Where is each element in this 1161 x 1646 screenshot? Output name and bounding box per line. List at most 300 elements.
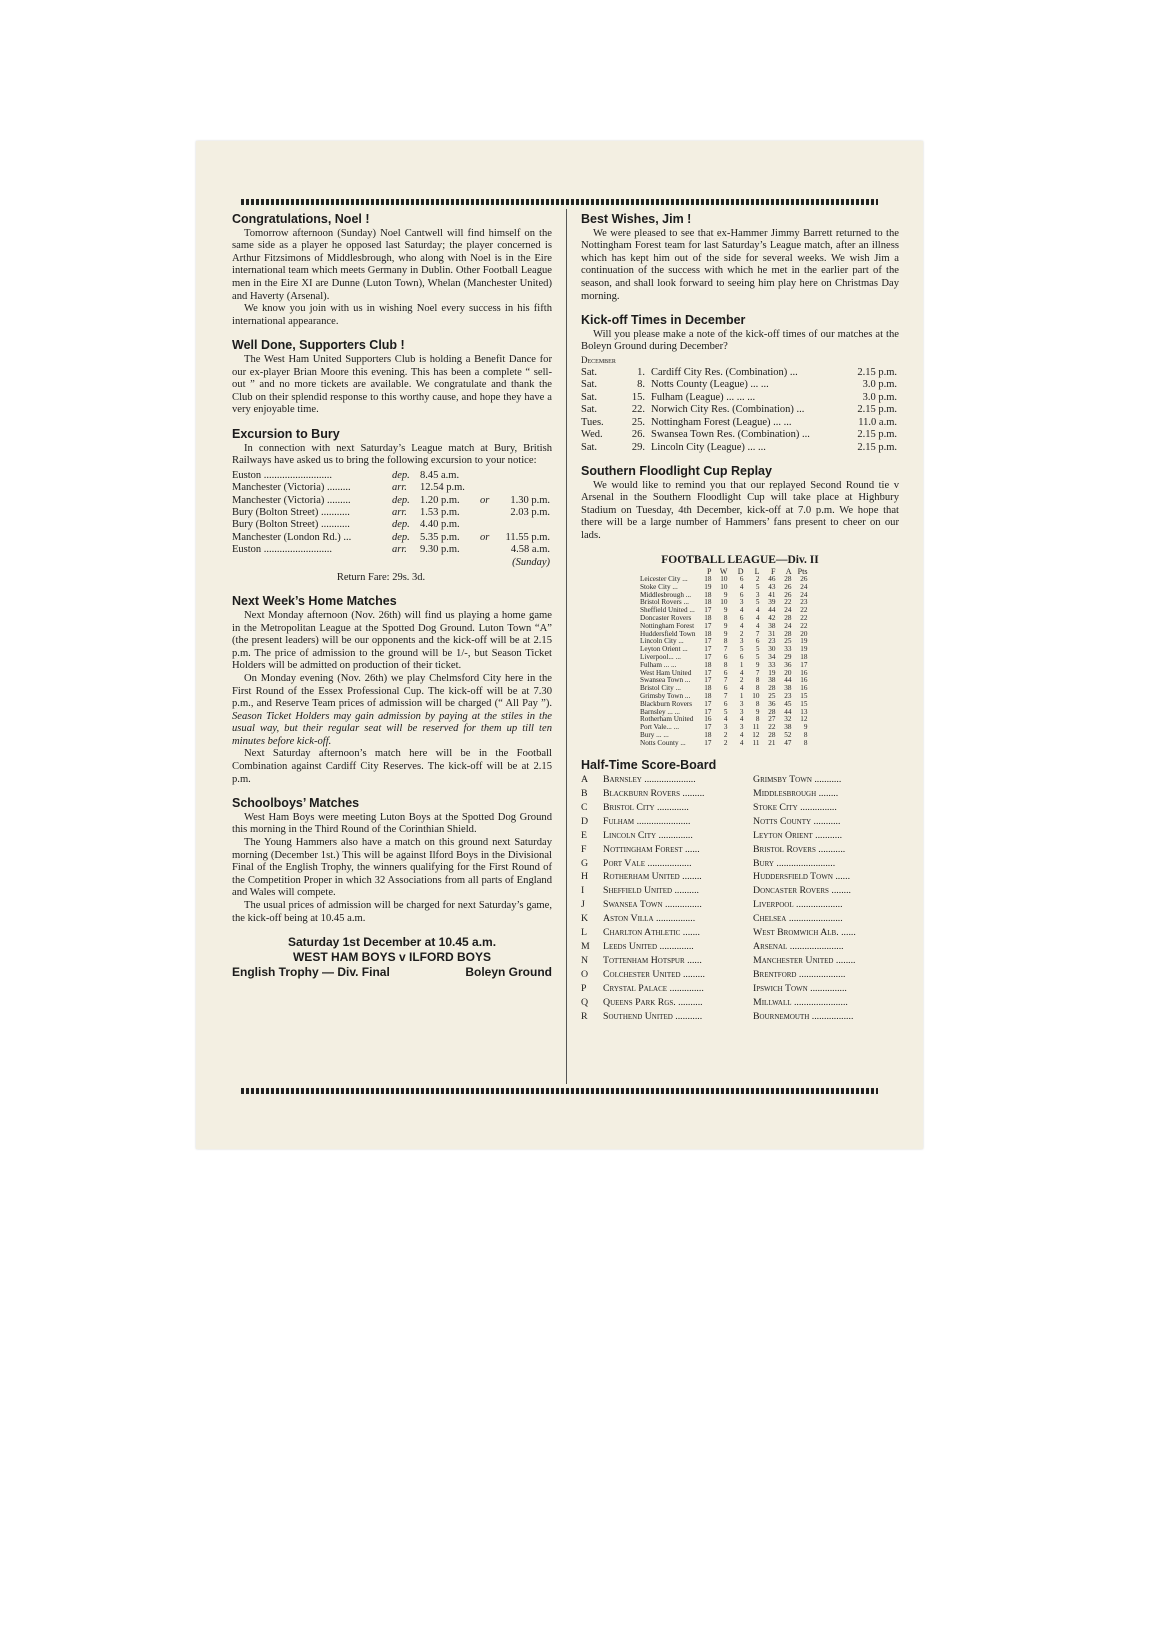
league-stat: 28 xyxy=(768,707,776,716)
scoreboard-away-team: Notts County ........... xyxy=(753,815,841,827)
league-stat: 6 xyxy=(723,668,728,677)
banner-venue: Boleyn Ground xyxy=(465,965,552,980)
league-stat: 38 xyxy=(768,676,776,685)
league-team: Sheffield United ... xyxy=(640,606,695,615)
tt-dir: arr. xyxy=(392,544,407,556)
league-stat: 18 xyxy=(704,684,712,693)
league-stat: 19 xyxy=(768,668,776,677)
league-stat: 7 xyxy=(723,645,728,654)
league-stat: 10 xyxy=(720,582,728,591)
league-stat: 5 xyxy=(755,645,760,654)
scoreboard-home-team: Lincoln City .............. xyxy=(603,829,693,841)
fx-time: 2.15 p.m. xyxy=(857,366,897,378)
league-stat: 28 xyxy=(784,574,792,583)
tt-time: 5.35 p.m. xyxy=(420,531,460,543)
tt-place: Bury (Bolton Street) ........... xyxy=(232,519,350,531)
league-stat: 9 xyxy=(755,660,760,669)
banner-line xyxy=(232,965,552,980)
scoreboard-away-team: Middlesbrough ........ xyxy=(753,788,839,800)
tt-time: 1.53 p.m. xyxy=(420,506,460,518)
scoreboard-home-team: Fulham ...................... xyxy=(603,815,691,827)
tt-place: Manchester (Victoria) ......... xyxy=(232,482,351,494)
league-stat: 28 xyxy=(784,629,792,638)
league-stat: 17 xyxy=(704,738,712,747)
league-stat: 18 xyxy=(704,590,712,599)
league-stat: 18 xyxy=(800,652,808,661)
league-stat: 28 xyxy=(784,613,792,622)
scoreboard-away-team: Doncaster Rovers ........ xyxy=(753,885,851,897)
league-stat: 19 xyxy=(800,637,808,646)
scoreboard-home-team: Rotherham United ........ xyxy=(603,871,702,883)
paragraph: Next Saturday afternoon’s match here will be in the Football Combination against Cardiff City Reserves. The kick-off will be at 2.15 p.m. xyxy=(232,748,552,785)
league-stat: 36 xyxy=(768,699,776,708)
league-stat: 22 xyxy=(800,613,808,622)
top-dotted-rule xyxy=(241,199,878,205)
paragraph: The Young Hammers also have a match on this ground next Saturday morning (December 1st.) This will be against Ilford Boys in the Divisional Final of the English Trophy, the winners qualifying for the First Round of the Competition Proper in which 32 Associations from all parts of England and Wales will compete. xyxy=(232,837,552,899)
league-stat: 24 xyxy=(784,606,792,615)
tt-time: 1.20 p.m. xyxy=(420,494,460,506)
scoreboard-home-team: Leeds United .............. xyxy=(603,940,694,952)
tt-place: Euston .......................... xyxy=(232,469,333,481)
league-stat: 19 xyxy=(704,582,712,591)
league-stat: 6 xyxy=(739,574,744,583)
tt-dir: dep. xyxy=(392,519,410,531)
league-stat: 44 xyxy=(784,676,792,685)
train-timetable xyxy=(232,470,552,585)
scoreboard-away-team: Manchester United ........ xyxy=(753,954,856,966)
fx-date: 1. xyxy=(637,366,645,378)
fixture-list xyxy=(581,367,899,455)
league-stat: 29 xyxy=(784,652,792,661)
league-stat: 43 xyxy=(768,582,776,591)
league-stat: 12 xyxy=(752,730,760,739)
programme-page xyxy=(196,141,923,1149)
league-stat: 17 xyxy=(704,723,712,732)
banner-line: Saturday 1st December at 10.45 a.m. xyxy=(287,935,497,950)
league-stat: 19 xyxy=(800,645,808,654)
league-stat: 33 xyxy=(768,660,776,669)
league-stat: 4 xyxy=(739,668,744,677)
league-stat: 18 xyxy=(704,613,712,622)
tt-or: or xyxy=(480,531,490,543)
schoolboys-section xyxy=(232,797,552,980)
col-header: L xyxy=(754,567,760,577)
league-stat: 18 xyxy=(704,598,712,607)
scoreboard-letter: J xyxy=(581,899,585,911)
fx-day: Sat. xyxy=(581,404,598,416)
section-title: Schoolboys’ Matches xyxy=(232,796,360,811)
league-team: Bristol Rovers ... xyxy=(640,598,689,607)
scoreboard-home-team: Charlton Athletic ....... xyxy=(603,927,700,939)
league-stat: 18 xyxy=(704,730,712,739)
league-stat: 26 xyxy=(800,574,808,583)
scoreboard-away-team: Leyton Orient ........... xyxy=(753,829,843,841)
league-stat: 11 xyxy=(752,723,760,732)
league-stat: 6 xyxy=(755,637,760,646)
paragraph-text: On Monday evening (Nov. 26th) we play Chelmsford City here in the First Round of the Essex Professional Cup. The kick-off will be at 7.30 p.m., and Reserve Team prices of admission will be charged (“ All Pay ”). xyxy=(232,672,552,710)
scoreboard-letter: M xyxy=(581,940,590,952)
scoreboard-letter: G xyxy=(581,857,589,869)
league-team: West Ham United xyxy=(640,668,692,677)
league-stat: 17 xyxy=(704,668,712,677)
league-stat: 13 xyxy=(800,707,808,716)
league-team: Swansea Town ... xyxy=(640,676,691,685)
league-stat: 1 xyxy=(739,660,744,669)
col-header: A xyxy=(785,567,792,577)
league-stat: 1 xyxy=(739,691,744,700)
scoreboard-away-team: West Bromwich Alb. ...... xyxy=(753,927,856,939)
league-stat: 3 xyxy=(739,637,744,646)
fx-time: 3.0 p.m. xyxy=(862,379,897,391)
tt-time2: 1.30 p.m. xyxy=(510,494,550,506)
fx-match: Cardiff City Res. (Combination) ... xyxy=(651,366,798,378)
section-title: Half-Time Score-Board xyxy=(581,757,717,772)
scoreboard-home-team: Port Vale .................. xyxy=(603,857,692,869)
league-stat: 2 xyxy=(723,730,728,739)
kickoff-section xyxy=(581,314,899,454)
scoreboard-letter: F xyxy=(581,843,587,855)
tt-dir: dep. xyxy=(392,469,410,481)
league-stat: 18 xyxy=(704,629,712,638)
tt-time: 12.54 p.m. xyxy=(420,482,465,494)
league-table-section xyxy=(581,554,899,748)
paragraph: Tomorrow afternoon (Sunday) Noel Cantwell will find himself on the same side as a player he opposed last Saturday; the player concerned is Arthur Fitzsimons of Middlesbrough, who along with Noel is in the Eire international team which meets Germany in Dublin. Other Football League men in the Eire XI are Dunne (Luton Town), Whelan (Manchester United) and Haverty (Arsenal). xyxy=(232,227,552,302)
league-stat: 4 xyxy=(739,606,744,615)
league-stat: 42 xyxy=(768,613,776,622)
scoreboard-letter: L xyxy=(581,927,587,939)
tt-time2: 4.58 a.m. xyxy=(510,544,550,556)
tt-place: Manchester (London Rd.) ... xyxy=(232,531,352,543)
league-stat: 20 xyxy=(784,668,792,677)
league-team: Rotherham United xyxy=(640,715,694,724)
league-stat: 8 xyxy=(723,613,728,622)
league-stat: 44 xyxy=(784,707,792,716)
fx-match: Fulham (League) ... ... ... xyxy=(651,391,756,403)
league-stat: 24 xyxy=(800,582,808,591)
scoreboard-letter: C xyxy=(581,801,588,813)
league-stat: 22 xyxy=(800,606,808,615)
jim-section xyxy=(581,213,899,303)
league-stat: 3 xyxy=(739,598,744,607)
scoreboard-grid xyxy=(581,773,899,1023)
league-stat: 3 xyxy=(739,699,744,708)
league-stat: 5 xyxy=(755,652,760,661)
league-team: Barnsley ... ... xyxy=(640,707,680,716)
league-stat: 17 xyxy=(704,645,712,654)
league-stat: 8 xyxy=(723,637,728,646)
banner-competition: English Trophy — Div. Final xyxy=(232,965,390,980)
congrats-section xyxy=(232,213,552,328)
scoreboard-home-team: Blackburn Rovers ......... xyxy=(603,788,705,800)
league-stat: 2 xyxy=(755,574,760,583)
league-stat: 4 xyxy=(739,715,744,724)
league-stat: 36 xyxy=(784,660,792,669)
league-stat: 8 xyxy=(803,738,808,747)
paragraph xyxy=(232,673,552,749)
fx-time: 11.0 a.m. xyxy=(858,416,897,428)
league-team: Port Vale... ... xyxy=(640,723,679,732)
league-stat: 4 xyxy=(755,606,760,615)
league-stat: 4 xyxy=(739,684,744,693)
excursion-section xyxy=(232,428,552,584)
scoreboard-home-team: Bristol City ............. xyxy=(603,801,689,813)
scoreboard-section xyxy=(581,759,899,1024)
tt-or xyxy=(480,482,498,494)
fx-date: 15. xyxy=(631,391,645,403)
col-header: P xyxy=(707,567,712,577)
league-stat: 6 xyxy=(739,590,744,599)
league-stat: 3 xyxy=(739,707,744,716)
tt-or xyxy=(480,470,498,482)
league-team: Liverpool... ... xyxy=(640,652,681,661)
fx-date: 25. xyxy=(631,416,645,428)
league-stat: 8 xyxy=(755,699,760,708)
paragraph: The West Ham United Supporters Club is holding a Benefit Dance for our ex-player Brian Moore this evening. This has been a complete “ sell-out ” and no more tickets are available. We congratulate and thank the Club on their splendid response to this worthy cause, and hope they have a very enjoyable time. xyxy=(232,353,552,416)
scoreboard-away-team: Bury ........................ xyxy=(753,857,836,869)
section-title: Southern Floodlight Cup Replay xyxy=(581,464,772,479)
league-team: Blackburn Rovers xyxy=(640,699,693,708)
league-stat: 3 xyxy=(723,723,728,732)
col-header: W xyxy=(719,567,728,577)
paragraph-italic: Season Ticket Holders may gain admission by paying at the stiles in the usual way, but their regular seat will be reserved for them up till ten minutes before kick-off. xyxy=(232,710,552,747)
scoreboard-away-team: Millwall ...................... xyxy=(753,996,848,1008)
fx-time: 3.0 p.m. xyxy=(862,391,897,403)
league-stat: 7 xyxy=(723,691,728,700)
scoreboard-home-team: Tottenham Hotspur ...... xyxy=(603,954,702,966)
scoreboard-away-team: Arsenal ...................... xyxy=(753,940,844,952)
league-team: Bury ... ... xyxy=(640,730,669,739)
scoreboard-letter: B xyxy=(581,788,588,800)
tt-place: Bury (Bolton Street) ........... xyxy=(232,506,350,518)
tt-time: 4.40 p.m. xyxy=(420,519,460,531)
league-team: Doncaster Rovers xyxy=(640,613,692,622)
section-title: Next Week’s Home Matches xyxy=(232,594,397,609)
scoreboard-home-team: Swansea Town ............... xyxy=(603,899,702,911)
league-stat: 9 xyxy=(803,723,808,732)
league-stat: 11 xyxy=(752,738,760,747)
schoolboys-banner xyxy=(232,935,552,980)
banner-line: WEST HAM BOYS v ILFORD BOYS xyxy=(292,950,491,965)
league-stat: 16 xyxy=(800,668,808,677)
league-body xyxy=(639,576,808,748)
fx-date: 26. xyxy=(631,429,645,441)
league-stat: 6 xyxy=(723,699,728,708)
league-stat: 4 xyxy=(739,738,744,747)
scoreboard-away-team: Stoke City ............... xyxy=(753,801,837,813)
league-stat: 8 xyxy=(755,676,760,685)
league-stat: 9 xyxy=(755,707,760,716)
league-stat: 17 xyxy=(704,699,712,708)
return-fare: Return Fare: 29s. 3d. xyxy=(336,571,426,583)
league-stat: 9 xyxy=(723,590,728,599)
scoreboard-home-team: Crystal Palace .............. xyxy=(603,982,704,994)
tt-time: 8.45 a.m. xyxy=(420,469,460,481)
league-stat: 7 xyxy=(723,676,728,685)
league-stat: 7 xyxy=(755,668,760,677)
league-stat: 15 xyxy=(800,699,808,708)
scoreboard-away-team: Grimsby Town ........... xyxy=(753,774,842,786)
league-stat: 4 xyxy=(739,730,744,739)
scoreboard-away-team: Bournemouth ................. xyxy=(753,1010,854,1022)
tt-or xyxy=(480,544,498,556)
fx-day: Sat. xyxy=(581,379,598,391)
league-stat: 5 xyxy=(723,707,728,716)
league-table-title: FOOTBALL LEAGUE—Div. II xyxy=(661,553,819,566)
tt-place: Manchester (Victoria) ......... xyxy=(232,494,351,506)
scoreboard-away-team: Ipswich Town ............... xyxy=(753,982,847,994)
league-stat: 4 xyxy=(739,621,744,630)
fx-day: Tues. xyxy=(581,416,604,428)
league-stat: 34 xyxy=(768,652,776,661)
fx-time: 2.15 p.m. xyxy=(857,429,897,441)
league-stat: 33 xyxy=(784,645,792,654)
league-stat: 22 xyxy=(784,598,792,607)
fx-match: Notts County (League) ... ... xyxy=(651,379,769,391)
scoreboard-home-team: Sheffield United .......... xyxy=(603,885,699,897)
league-stat: 16 xyxy=(704,715,712,724)
league-stat: 18 xyxy=(704,574,712,583)
tt-time2 xyxy=(498,482,550,494)
scoreboard-letter: O xyxy=(581,968,589,980)
league-stat: 23 xyxy=(800,598,808,607)
scoreboard-letter: I xyxy=(581,885,585,897)
league-stat: 17 xyxy=(704,707,712,716)
fx-date: 8. xyxy=(637,379,645,391)
league-team: Huddersfield Town xyxy=(640,629,696,638)
fx-day: Sat. xyxy=(581,441,598,453)
league-stat: 10 xyxy=(720,574,728,583)
league-stat: 31 xyxy=(768,629,776,638)
league-stat: 12 xyxy=(800,715,808,724)
section-title: Kick-off Times in December xyxy=(581,313,746,328)
scoreboard-home-team: Nottingham Forest ...... xyxy=(603,843,700,855)
league-stat: 17 xyxy=(800,660,808,669)
league-stat: 9 xyxy=(723,606,728,615)
league-stat: 18 xyxy=(704,691,712,700)
league-stat: 28 xyxy=(768,730,776,739)
league-table xyxy=(639,568,808,747)
section-title: Excursion to Bury xyxy=(232,426,340,441)
scoreboard-letter: H xyxy=(581,871,589,883)
tt-dir: arr. xyxy=(392,482,407,494)
league-stat: 17 xyxy=(704,606,712,615)
tt-sunday: (Sunday) xyxy=(512,556,550,568)
league-stat: 46 xyxy=(768,574,776,583)
tt-place: Euston .......................... xyxy=(232,544,333,556)
tt-or xyxy=(480,507,498,519)
league-stat: 52 xyxy=(784,730,792,739)
league-stat: 32 xyxy=(784,715,792,724)
league-stat: 6 xyxy=(723,652,728,661)
scoreboard-home-team: Queens Park Rgs. .......... xyxy=(603,996,703,1008)
col-header: D xyxy=(737,567,744,577)
league-stat: 38 xyxy=(784,684,792,693)
league-stat: 24 xyxy=(784,621,792,630)
scoreboard-away-team: Huddersfield Town ...... xyxy=(753,871,851,883)
scoreboard-home-team: Southend United ........... xyxy=(603,1010,703,1022)
tt-dir: dep. xyxy=(392,494,410,506)
league-stat: 39 xyxy=(768,598,776,607)
league-stat: 2 xyxy=(739,629,744,638)
league-stat: 25 xyxy=(784,637,792,646)
scoreboard-away-team: Liverpool ................... xyxy=(753,899,843,911)
league-stat: 5 xyxy=(755,582,760,591)
right-column xyxy=(581,213,899,1034)
scoreboard-letter: R xyxy=(581,1010,588,1022)
league-stat: 4 xyxy=(755,613,760,622)
league-stat: 45 xyxy=(784,699,792,708)
league-stat: 16 xyxy=(800,684,808,693)
floodlight-section xyxy=(581,465,899,543)
league-stat: 21 xyxy=(768,738,776,747)
fx-match: Norwich City Res. (Combination) ... xyxy=(651,404,805,416)
league-stat: 6 xyxy=(723,684,728,693)
tt-time2 xyxy=(498,470,550,482)
league-stat: 9 xyxy=(723,629,728,638)
paragraph: We know you join with us in wishing Noel every success in his fifth international appearance. xyxy=(232,303,552,327)
league-stat: 3 xyxy=(755,590,760,599)
fx-date: 22. xyxy=(631,404,645,416)
league-team: Middlesbrough ... xyxy=(640,590,692,599)
league-team: Leicester City ... xyxy=(640,574,688,583)
scoreboard-letter: E xyxy=(581,829,587,841)
supporters-section xyxy=(232,339,552,417)
league-stat: 23 xyxy=(784,691,792,700)
fx-day: Sat. xyxy=(581,366,598,378)
league-stat: 30 xyxy=(768,645,776,654)
fx-date: 29. xyxy=(631,441,645,453)
league-stat: 47 xyxy=(784,738,792,747)
league-stat: 8 xyxy=(755,715,760,724)
scoreboard-letter: A xyxy=(581,774,589,786)
scoreboard-home-team: Barnsley ..................... xyxy=(603,774,696,786)
left-column xyxy=(232,213,552,991)
league-row xyxy=(639,740,808,748)
league-stat: 24 xyxy=(800,590,808,599)
league-stat: 22 xyxy=(800,621,808,630)
league-stat: 44 xyxy=(768,606,776,615)
league-stat: 22 xyxy=(768,723,776,732)
league-stat: 8 xyxy=(803,730,808,739)
league-team: Lincoln City ... xyxy=(640,637,684,646)
scoreboard-letter: N xyxy=(581,954,589,966)
scoreboard-away-team: Brentford ................... xyxy=(753,968,846,980)
league-stat: 17 xyxy=(704,637,712,646)
tt-time2: 2.03 p.m. xyxy=(510,506,550,518)
scoreboard-home-team: Aston Villa ................ xyxy=(603,913,696,925)
paragraph: Will you please make a note of the kick-off times of our matches at the Boleyn Ground during December? xyxy=(581,328,899,353)
section-title: Best Wishes, Jim ! xyxy=(581,212,692,226)
scoreboard-letter: P xyxy=(581,982,587,994)
league-team: Bristol City ... xyxy=(640,684,681,693)
home-matches-section xyxy=(232,595,552,786)
league-stat: 4 xyxy=(739,582,744,591)
league-stat: 3 xyxy=(739,723,744,732)
scoreboard-letter: Q xyxy=(581,996,589,1008)
bottom-dotted-rule xyxy=(241,1088,878,1094)
league-stat: 5 xyxy=(755,598,760,607)
league-stat: 26 xyxy=(784,590,792,599)
league-stat: 38 xyxy=(768,621,776,630)
scoreboard-away-team: Bristol Rovers ........... xyxy=(753,843,846,855)
league-stat: 2 xyxy=(739,676,744,685)
scoreboard-away-team: Chelsea ...................... xyxy=(753,913,843,925)
paragraph: The usual prices of admission will be charged for next Saturday’s game, the kick-off being at 10.45 a.m. xyxy=(232,900,552,924)
tt-dir: arr. xyxy=(392,506,407,518)
league-stat: 25 xyxy=(768,691,776,700)
paragraph: We were pleased to see that ex-Hammer Jimmy Barrett returned to the Nottingham Forest team for last Saturday’s League match, after an illness which has kept him out of the side for several weeks. We wish Jim a continuation of the success with which he met in the earlier part of the season, and shall look forward to seeing him play here on Christmas Day morning. xyxy=(581,227,899,302)
paragraph: We would like to remind you that our replayed Second Round tie v Arsenal in the Southern Floodlight Cup will take place at Highbury Stadium on Tuesday, 4th December, kick-off at 7.0 p.m. We hope that there will be a large number of Hammers’ fans present to cheer on our lads. xyxy=(581,479,899,541)
